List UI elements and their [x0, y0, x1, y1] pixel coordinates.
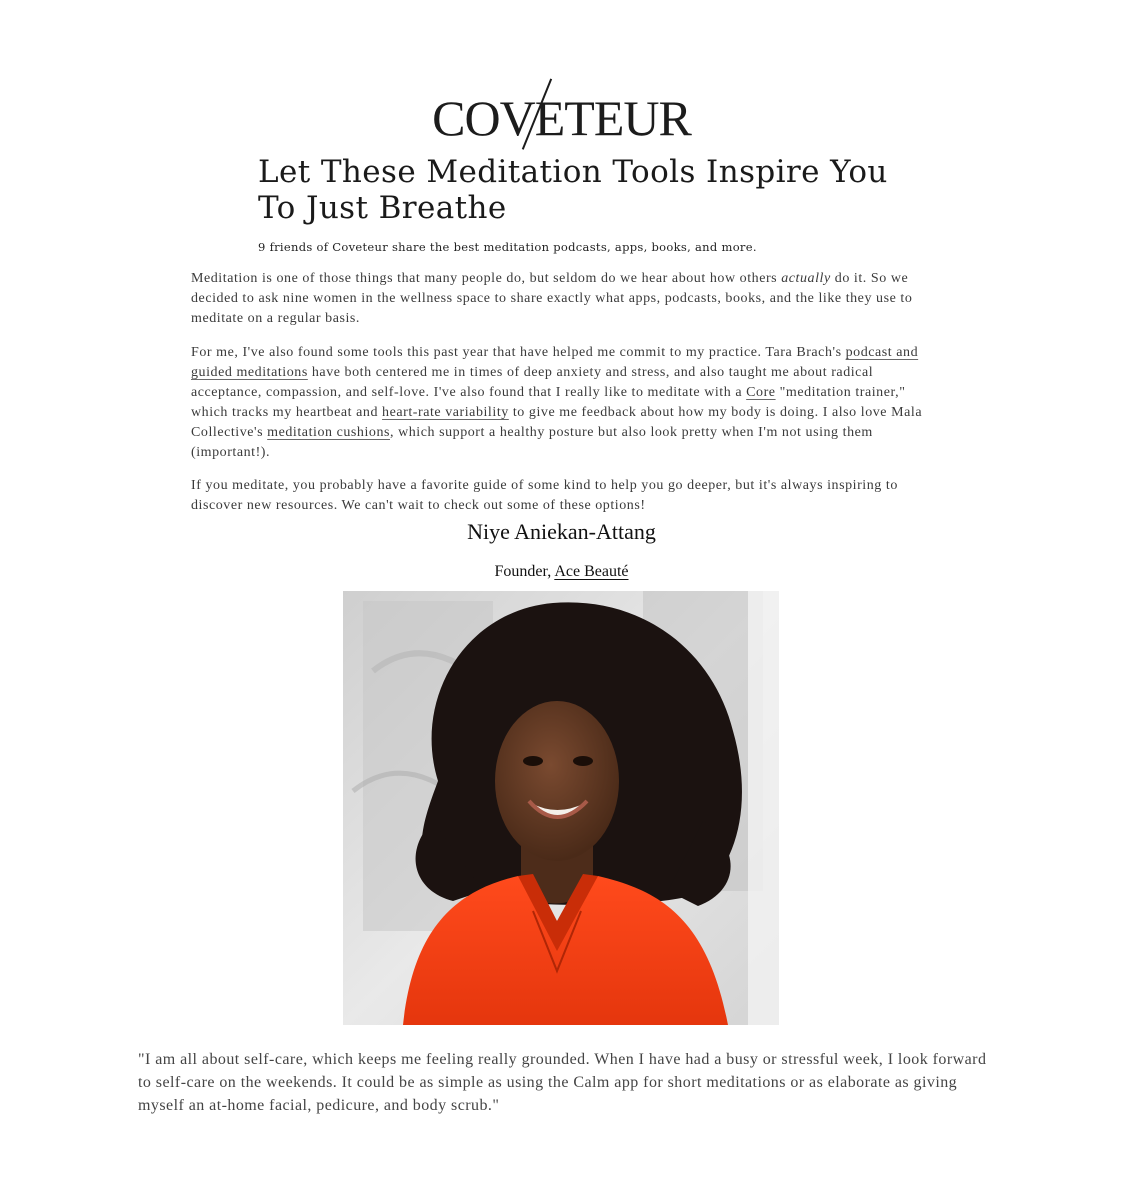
- p1-text-a: Meditation is one of those things that many people do, but seldom do we hear about how others: [191, 271, 782, 286]
- link-meditation-cushions[interactable]: meditation cushions: [267, 425, 390, 440]
- p2-text-a: For me, I've also found some tools this past year that have helped me commit to my practice. Tara Brach's: [191, 345, 846, 360]
- logo-text: COVETEUR: [432, 90, 691, 146]
- link-ace-beaute[interactable]: Ace Beauté: [554, 563, 629, 580]
- p1-italic: actually: [781, 271, 831, 286]
- intro-paragraph-3: If you meditate, you probably have a favorite guide of some kind to help you go deeper, but it's always inspiring to discover new resources. We can't wait to check out some of these options!: [191, 478, 898, 513]
- article-dek: 9 friends of Coveteur share the best meditation podcasts, apps, books, and more.: [258, 240, 757, 254]
- p2-text-b: have both centered me in times of deep anxiety and stress, and also taught me about radical acceptance, compassion, and self-love. I've also found that I really like to meditate with a: [191, 365, 874, 400]
- p2-text-c: "meditation trainer," which tracks my heartbeat and: [191, 385, 906, 420]
- link-core[interactable]: Core: [746, 385, 776, 400]
- intro-paragraph-2: [191, 343, 936, 463]
- p2-text-d: to give me feedback about how my body is doing. I also love Mala Collective's: [191, 405, 923, 440]
- article-title: Let These Meditation Tools Inspire You To Just Breathe: [258, 154, 888, 226]
- coveteur-logo[interactable]: [0, 74, 1123, 144]
- p2-text-e: , which support a healthy posture but also look pretty when I'm not using them (important!).: [191, 425, 873, 460]
- featured-quote: "I am all about self-care, which keeps me feeling really grounded. When I have had a busy or stressful week, I look forward to self-care on the weekends. It could be as simple as using the Calm app for short meditations or as elaborate as giving myself an at-home facial, pedicure, and body scrub.": [138, 1051, 987, 1114]
- featured-person-name: Niye Aniekan-Attang: [467, 519, 656, 544]
- p1-text-b: do it. So we decided to ask nine women in the wellness space to share exactly what apps, podcasts, books, and the like they use to meditate on a regular basis.: [191, 271, 913, 326]
- link-podcast-guided-meditations[interactable]: podcast and guided meditations: [191, 345, 919, 380]
- role-prefix: Founder,: [494, 563, 555, 580]
- portrait-illustration: [343, 591, 779, 1025]
- featured-person-role: [0, 560, 1123, 584]
- intro-paragraph-1: [191, 269, 936, 329]
- link-heart-rate-variability[interactable]: heart-rate variability: [382, 405, 509, 420]
- featured-person-photo: [343, 591, 779, 1025]
- logo-wordmark: [432, 74, 691, 144]
